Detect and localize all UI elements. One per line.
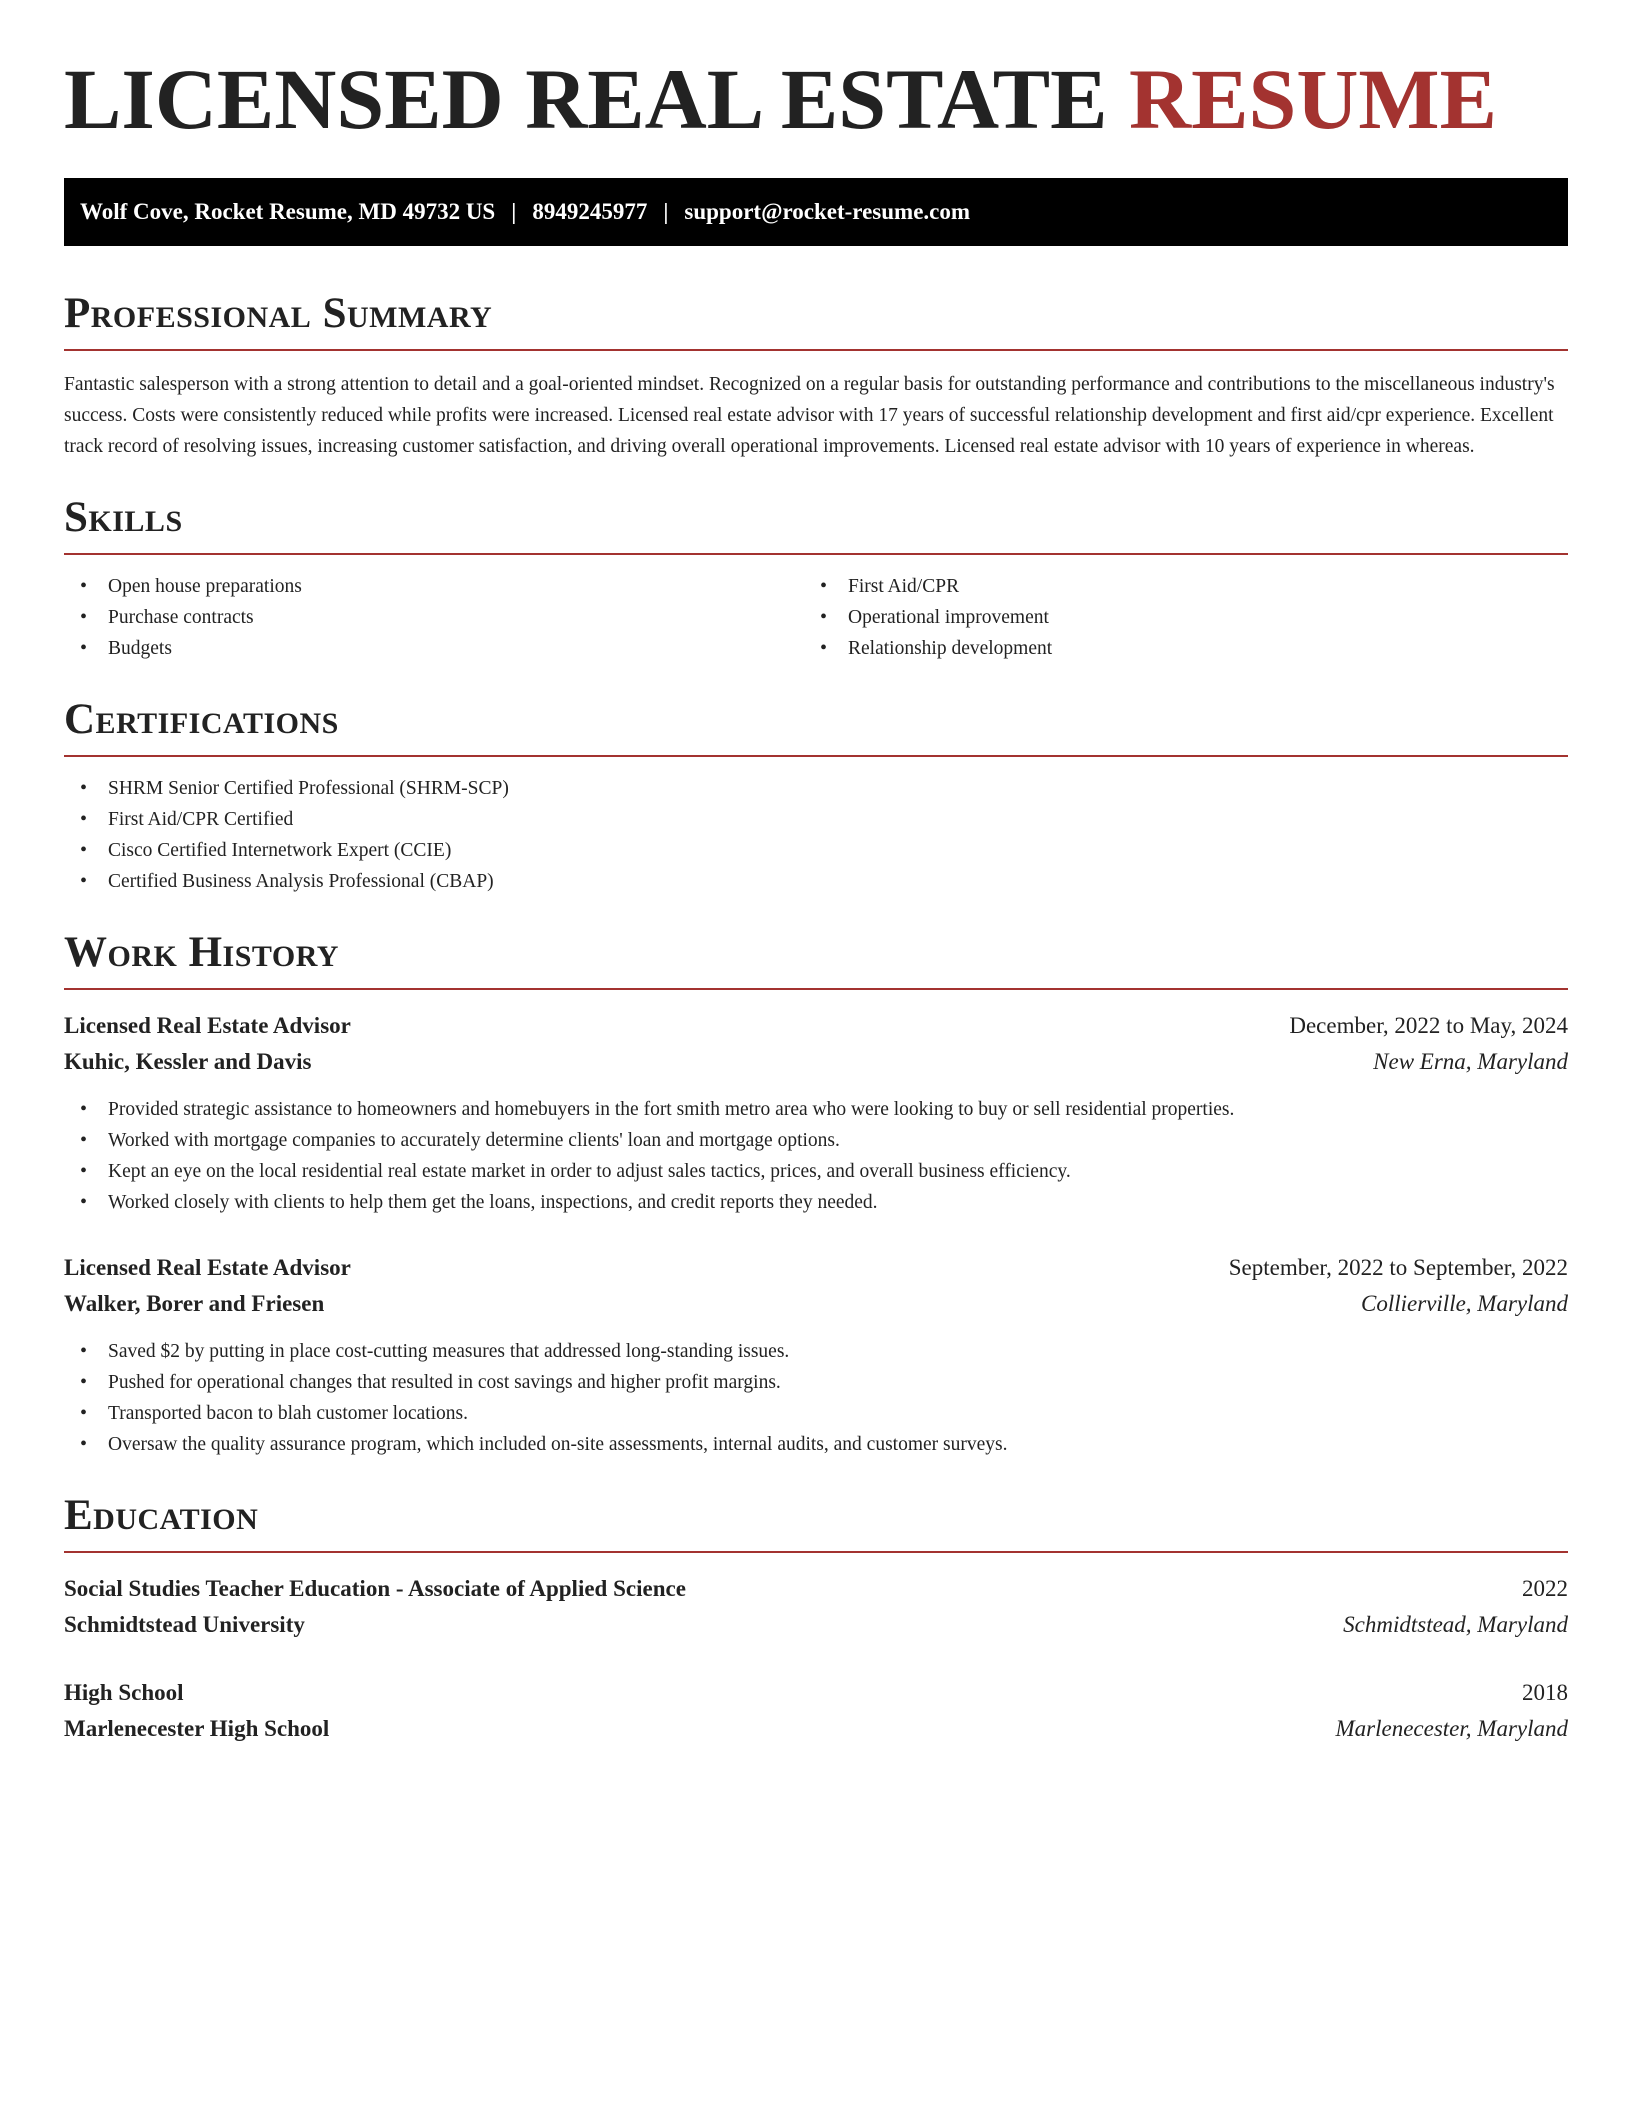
job-duty-item: • Transported bacon to blah customer locations. bbox=[64, 1398, 1568, 1429]
skill-item: • Operational improvement bbox=[804, 602, 1544, 633]
education-year: 2022 bbox=[1522, 1576, 1568, 1601]
education-location: Schmidtstead, Maryland bbox=[1343, 1612, 1568, 1637]
resume-title-main: LICENSED REAL ESTATE bbox=[64, 51, 1108, 147]
skills-section bbox=[64, 496, 1568, 664]
education-school: Marlenecester High School bbox=[64, 1716, 330, 1741]
certifications-list bbox=[64, 773, 1568, 897]
job-duties-list bbox=[64, 1336, 1568, 1460]
job-duties-list bbox=[64, 1094, 1568, 1218]
summary-text: Fantastic salesperson with a strong attention to detail and a goal-oriented mindset. Recognized on a regular basis for outstanding performance and contributions to the miscellaneous industry's success. Costs were consistently reduced while profits were increased. Licensed real estate advisor with 17 years of successful relationship development and first aid/cpr experience. Excellent track record of resolving issues, increasing customer satisfaction, and driving overall operational improvements. Licensed real estate advisor with 10 years of experience in whereas. bbox=[64, 374, 1555, 457]
education-entry bbox=[64, 1571, 1568, 1643]
skill-item: • Purchase contracts bbox=[64, 602, 804, 633]
job-company: Walker, Borer and Friesen bbox=[64, 1291, 325, 1316]
education-section bbox=[64, 1494, 1568, 1747]
work-history-heading: Work History bbox=[64, 931, 1568, 990]
job-entry bbox=[64, 1008, 1568, 1218]
contact-bar bbox=[64, 178, 1568, 246]
resume-title bbox=[64, 0, 1568, 147]
job-dates: September, 2022 to September, 2022 bbox=[1228, 1255, 1568, 1280]
work-history-section bbox=[64, 931, 1568, 1460]
contact-email: support@rocket-resume.com bbox=[684, 199, 971, 224]
job-location: Collierville, Maryland bbox=[1361, 1291, 1568, 1316]
skill-item: • Open house preparations bbox=[64, 571, 804, 602]
summary-heading: Professional Summary bbox=[64, 292, 1568, 351]
job-duty-item: • Worked with mortgage companies to accurately determine clients' loan and mortgage options. bbox=[64, 1125, 1568, 1156]
certifications-heading: Certifications bbox=[64, 698, 1568, 757]
education-header-row bbox=[64, 1571, 1568, 1607]
education-school: Schmidtstead University bbox=[64, 1612, 305, 1637]
skills-columns bbox=[64, 571, 1568, 664]
contact-address: Wolf Cove, Rocket Resume, MD 49732 US bbox=[80, 199, 496, 224]
education-location: Marlenecester, Maryland bbox=[1335, 1716, 1568, 1741]
skills-list-left bbox=[64, 571, 804, 664]
job-duty-item: • Oversaw the quality assurance program, which included on-site assessments, internal audits, and customer surveys. bbox=[64, 1429, 1568, 1460]
education-header-row bbox=[64, 1675, 1568, 1711]
job-location: New Erna, Maryland bbox=[1373, 1049, 1568, 1074]
education-degree: Social Studies Teacher Education - Associate of Applied Science bbox=[64, 1576, 686, 1601]
contact-separator: | bbox=[511, 199, 517, 224]
skills-heading: Skills bbox=[64, 496, 1568, 555]
job-company: Kuhic, Kessler and Davis bbox=[64, 1049, 312, 1074]
job-duty-item: • Saved $2 by putting in place cost-cutting measures that addressed long-standing issues. bbox=[64, 1336, 1568, 1367]
education-degree: High School bbox=[64, 1680, 184, 1705]
job-duty-item: • Worked closely with clients to help them get the loans, inspections, and credit reports they needed. bbox=[64, 1187, 1568, 1218]
skill-item: • Relationship development bbox=[804, 633, 1544, 664]
education-entry bbox=[64, 1675, 1568, 1747]
resume-title-accent: RESUME bbox=[1129, 51, 1497, 147]
job-duty-item: • Provided strategic assistance to homeowners and homebuyers in the fort smith metro area who were looking to buy or sell residential properties. bbox=[64, 1094, 1568, 1125]
job-duty-item: • Kept an eye on the local residential real estate market in order to adjust sales tactics, prices, and overall business efficiency. bbox=[64, 1156, 1568, 1187]
job-duty-item: • Pushed for operational changes that resulted in cost savings and higher profit margins. bbox=[64, 1367, 1568, 1398]
education-heading: Education bbox=[64, 1494, 1568, 1553]
contact-separator: | bbox=[663, 199, 669, 224]
certification-item: • Cisco Certified Internetwork Expert (CCIE) bbox=[64, 835, 1568, 866]
skill-item: • First Aid/CPR bbox=[804, 571, 1544, 602]
skills-list-right bbox=[804, 571, 1544, 664]
job-header-row bbox=[64, 1250, 1568, 1286]
summary-section bbox=[64, 292, 1568, 462]
skill-item: • Budgets bbox=[64, 633, 804, 664]
job-title: Licensed Real Estate Advisor bbox=[64, 1255, 351, 1280]
certification-item: • First Aid/CPR Certified bbox=[64, 804, 1568, 835]
job-header-row bbox=[64, 1008, 1568, 1044]
certification-item: • Certified Business Analysis Professional (CBAP) bbox=[64, 866, 1568, 897]
certifications-section bbox=[64, 698, 1568, 897]
job-title: Licensed Real Estate Advisor bbox=[64, 1013, 351, 1038]
education-school-row bbox=[64, 1711, 1568, 1747]
contact-phone: 8949245977 bbox=[532, 199, 648, 224]
education-school-row bbox=[64, 1607, 1568, 1643]
certification-item: • SHRM Senior Certified Professional (SHRM-SCP) bbox=[64, 773, 1568, 804]
job-company-row bbox=[64, 1044, 1568, 1080]
job-entry bbox=[64, 1250, 1568, 1460]
job-dates: December, 2022 to May, 2024 bbox=[1289, 1013, 1568, 1038]
education-year: 2018 bbox=[1522, 1680, 1568, 1705]
job-company-row bbox=[64, 1286, 1568, 1322]
